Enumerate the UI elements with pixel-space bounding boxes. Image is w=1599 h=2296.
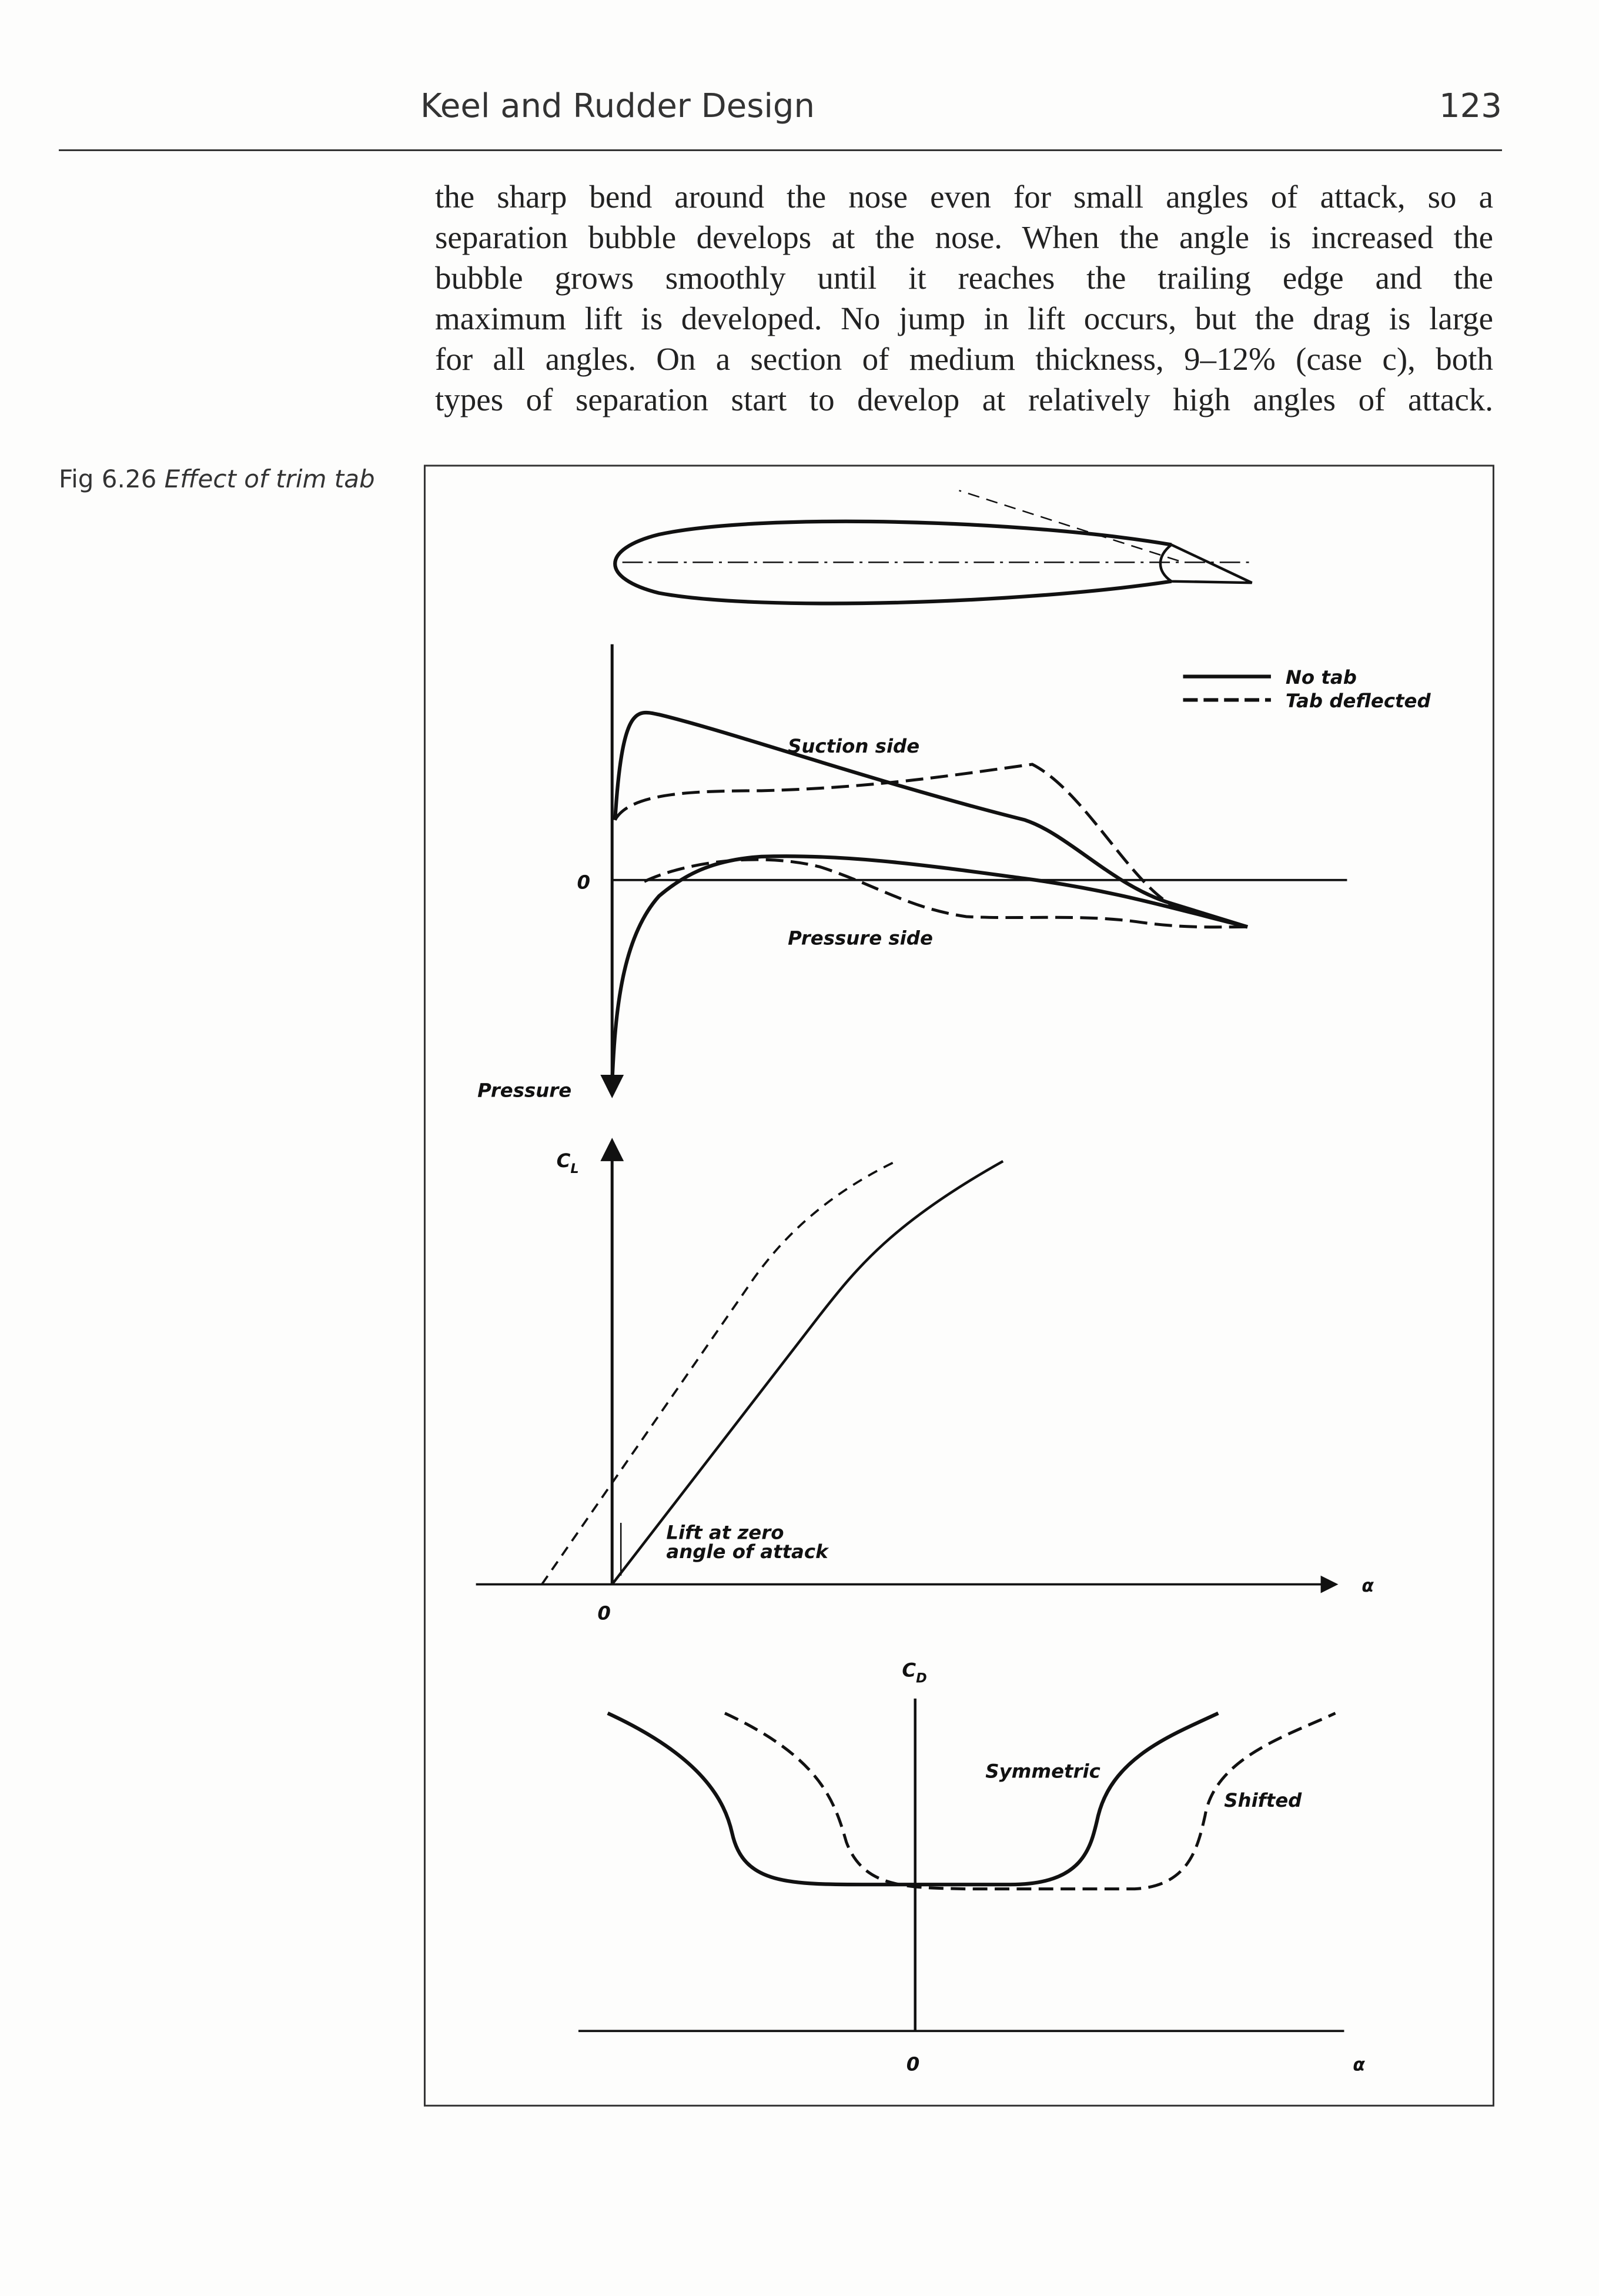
foil-section [615, 490, 1252, 603]
legend-no-tab: No tab [1285, 666, 1357, 689]
drag-alpha-label: α [1353, 2054, 1365, 2076]
drag-plot [578, 1699, 1344, 2031]
cd-label: $C_D$ [902, 1659, 927, 1686]
lift-note-line1: Lift at zero [666, 1521, 784, 1544]
suction-side-label: Suction side [788, 735, 920, 758]
figure-title: Effect of trim tab [164, 464, 375, 493]
shifted-label: Shifted [1224, 1789, 1302, 1812]
running-header-title: Keel and Rudder Design [420, 87, 815, 125]
pressure-side-label: Pressure side [788, 927, 933, 950]
figure-number: Fig 6.26 [59, 464, 157, 493]
symmetric-label: Symmetric [985, 1760, 1100, 1783]
suction-curve-no-tab [615, 713, 1247, 927]
cl-label: $C_L$ [556, 1149, 579, 1177]
text-line: types of separation start to develop at relatively high angles of attack. [435, 382, 1493, 417]
pressure-zero-label: 0 [577, 871, 590, 894]
cd-curve-symmetric [608, 1713, 1219, 1884]
legend [1183, 666, 1431, 712]
lift-plot [476, 1149, 1330, 1585]
lift-note-line2: angle of attack [666, 1540, 828, 1563]
text-line: for all angles. On a section of medium thickness, 9–12% (case c), both [435, 341, 1493, 377]
drag-zero-label: 0 [906, 2053, 920, 2076]
lift-alpha-label: α [1362, 1576, 1374, 1597]
text-line: separation bubble develops at the nose. When the angle is increased the [435, 219, 1493, 255]
text-line: bubble grows smoothly until it reaches the trailing edge and the [435, 260, 1493, 296]
text-line: maximum lift is developed. No jump in lift occurs, but the drag is large [435, 300, 1493, 336]
page-number: 123 [1439, 87, 1502, 125]
text-line: the sharp bend around the nose even for small angles of attack, so a [435, 179, 1493, 215]
lift-zero-label: 0 [597, 1602, 611, 1625]
legend-tab-deflected: Tab deflected [1285, 689, 1431, 712]
pressure-axis-label: Pressure [477, 1079, 572, 1102]
pressure-plot [612, 644, 1347, 1087]
